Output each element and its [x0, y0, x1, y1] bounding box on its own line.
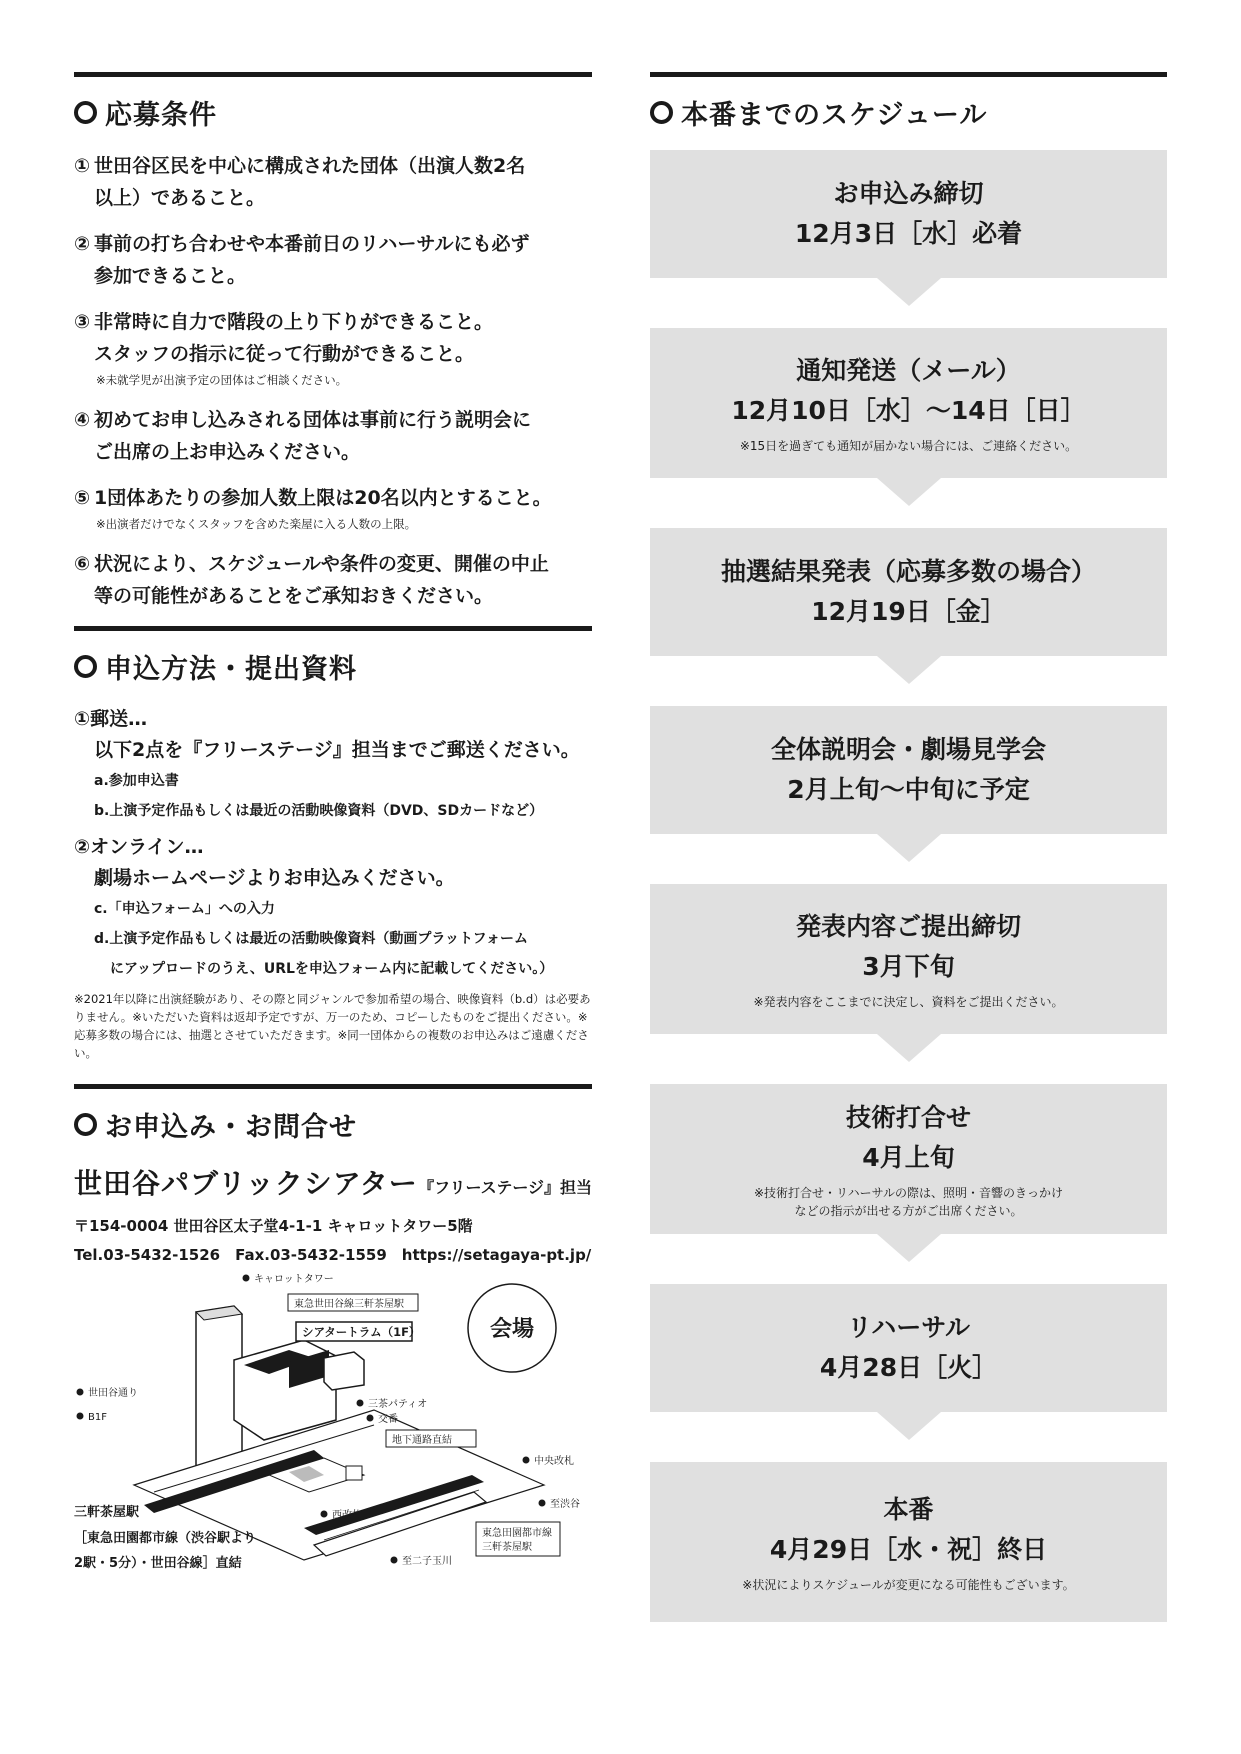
condition-number: ④ [74, 409, 91, 431]
condition-text: 世田谷区民を中心に構成された団体（出演人数2名 [94, 155, 526, 177]
schedule-gap [650, 862, 1167, 884]
section-rule [74, 626, 592, 631]
address: 〒154-0004 世田谷区太子堂4-1-1 キャロットタワー5階 [74, 1217, 473, 1235]
condition-note: ※出演者だけでなくスタッフを含めた楽屋に入る人数の上限。 [96, 517, 417, 531]
condition-text: 状況により、スケジュールや条件の変更、開催の中止 [94, 553, 549, 575]
label-dot [539, 1500, 546, 1507]
condition-line [74, 228, 592, 260]
condition-line [74, 548, 592, 580]
condition-item [74, 150, 592, 214]
condition-number: ① [74, 155, 91, 177]
mail-item-a: a.参加申込書 [94, 773, 179, 789]
schedule-gap [650, 1440, 1167, 1462]
schedule-gap [650, 1262, 1167, 1284]
condition-text-cont: 等の可能性があることをご承知おきください。 [94, 585, 494, 607]
apply-title: 申込方法・提出資料 [105, 654, 357, 685]
schedule-step [650, 1462, 1167, 1622]
condition-text: 非常時に自力で階段の上り下りができること。 [94, 311, 494, 333]
annex-shape [324, 1352, 364, 1390]
section-rule [650, 72, 1167, 77]
station-name: 三軒茶屋駅 [74, 1505, 140, 1520]
condition-number: ⑤ [74, 487, 91, 509]
theatre-tram-label: シアタートラム（1F） [302, 1325, 421, 1339]
koban-shape [346, 1466, 362, 1480]
schedule-step-title: リハーサル [846, 1313, 970, 1342]
label-dot [321, 1511, 328, 1518]
schedule-list [650, 150, 1167, 1622]
circle-bullet-icon [74, 655, 97, 678]
b1f-label: B1F [88, 1412, 107, 1423]
contact-heading [74, 1105, 592, 1144]
west-gate-label: 西改札 [332, 1510, 362, 1521]
circle-bullet-icon [74, 1113, 97, 1136]
schedule-gap [650, 506, 1167, 528]
label-dot [391, 1557, 398, 1564]
apply-heading [74, 647, 592, 686]
condition-item [74, 548, 592, 612]
schedule-step [650, 706, 1167, 834]
condition-line [74, 150, 592, 182]
online-heading: ②オンライン… [74, 836, 204, 858]
schedule-heading [650, 93, 1167, 132]
label-dot [243, 1275, 250, 1282]
circle-bullet-icon [74, 101, 97, 124]
schedule-title: 本番までのスケジュール [681, 100, 988, 131]
schedule-step-date: 4月28日［火］ [819, 1353, 998, 1382]
condition-item [74, 482, 592, 534]
condition-item [74, 306, 592, 390]
tokyu-setagaya-label: 東急世田谷線三軒茶屋駅 [294, 1299, 404, 1310]
schedule-step-date: 4月29日［水・祝］終日 [769, 1535, 1048, 1564]
section-rule [74, 72, 592, 77]
condition-text: 初めてお申し込みされる団体は事前に行う説明会に [94, 409, 532, 431]
schedule-gap [650, 306, 1167, 328]
schedule-gap [650, 684, 1167, 706]
schedule-step-title: お申込み締切 [833, 179, 984, 208]
mail-instructions: 以下2点を『フリーステージ』担当までご郵送ください。 [94, 739, 580, 761]
conditions-title: 応募条件 [105, 100, 217, 131]
label-dot [77, 1413, 84, 1420]
schedule-step-title: 技術打合せ [845, 1103, 971, 1132]
condition-number: ② [74, 233, 91, 255]
condition-line [74, 306, 592, 338]
online-item-d: d.上演予定作品もしくは最近の活動映像資料（動画プラットフォーム [94, 931, 528, 947]
down-arrow-icon [877, 1234, 941, 1262]
sancha-patio-label: 三茶パティオ [368, 1399, 428, 1410]
left-column [74, 72, 592, 1570]
label-dot [77, 1389, 84, 1396]
schedule-step-date: 4月上旬 [862, 1143, 955, 1172]
schedule-step [650, 1284, 1167, 1412]
den-en-station-label: 三軒茶屋駅 [482, 1542, 532, 1553]
condition-note: ※未就学児が出演予定の団体はご相談ください。 [96, 373, 348, 387]
schedule-step-note: ※15日を過ぎても通知が届かない場合には、ご連絡ください。 [739, 439, 1078, 453]
condition-text-cont: 以上）であること。 [94, 187, 266, 209]
condition-text-cont: 参加できること。 [94, 265, 247, 287]
condition-text-cont: ご出席の上お申込みください。 [94, 441, 361, 463]
schedule-step [650, 528, 1167, 656]
down-arrow-icon [877, 278, 941, 306]
apply-fine-print: ※2021年以降に出演経験があり、その際と同ジャンルで参加希望の場合、映像資料（b.d）は必要ありません。※いただいた資料は返却予定ですが、万一のため、コピーしたものをご提出ください。※応募多数の場合には、抽選とさせていただきます。※同一団体からの複数のお申込みはご遠慮ください。 [74, 992, 591, 1060]
online-item-d-cont: にアップロードのうえ、URLを申込フォーム内に記載してください。） [110, 961, 554, 977]
central-gate-label: 中央改札 [534, 1456, 574, 1467]
condition-number: ⑥ [74, 553, 91, 575]
setagaya-public-theatre-logo: 世田谷パブリックシアター [74, 1167, 418, 1200]
schedule-step [650, 1084, 1167, 1234]
den-en-line-label: 東急田園都市線 [482, 1528, 552, 1539]
schedule-step-date: 12月10日［水］〜14日［日］ [731, 396, 1086, 425]
to-futako-label: 至二子玉川 [402, 1556, 452, 1567]
schedule-step-title: 通知発送（メール） [796, 356, 1021, 385]
station-access-2: 2駅・5分）・世田谷線］直結 [74, 1556, 242, 1570]
venue-label: 会場 [489, 1317, 535, 1342]
koban-label: 交番 [378, 1414, 398, 1425]
right-column [650, 72, 1167, 1622]
circle-bullet-icon [650, 101, 673, 124]
condition-text: 事前の打ち合わせや本番前日のリハーサルにも必ず [94, 233, 530, 255]
schedule-step-title: 全体説明会・劇場見学会 [770, 735, 1046, 764]
schedule-step-note: ※技術打合せ・リハーサルの際は、照明・音響のきっかけ [753, 1186, 1064, 1200]
organizer-row [74, 1162, 592, 1202]
mail-item-b: b.上演予定作品もしくは最近の活動映像資料（DVD、SDカードなど） [94, 803, 544, 819]
phone-fax-url: Tel.03-5432-1526 Fax.03-5432-1559 https://setagaya-pt.jp/ [74, 1246, 592, 1264]
organizer-dept: 『フリーステージ』担当 [418, 1178, 592, 1197]
underpass-label: 地下通路直結 [392, 1435, 452, 1446]
conditions-list [74, 150, 592, 612]
schedule-step-title: 発表内容ご提出締切 [795, 912, 1021, 941]
schedule-step-title: 本番 [883, 1495, 934, 1524]
schedule-step-title: 抽選結果発表（応募多数の場合） [720, 557, 1096, 586]
down-arrow-icon [877, 1412, 941, 1440]
condition-line [74, 404, 592, 436]
schedule-step [650, 150, 1167, 278]
mail-heading: ①郵送… [74, 708, 148, 730]
schedule-step [650, 328, 1167, 478]
schedule-step-date: 12月19日［金］ [811, 597, 1006, 626]
condition-text: 1団体あたりの参加人数上限は20名以内とすること。 [94, 487, 552, 509]
conditions-heading [74, 93, 592, 132]
schedule-step-note: ※状況によりスケジュールが変更になる可能性もございます。 [742, 1578, 1075, 1592]
carrot-tower-label: キャロットタワー [254, 1274, 334, 1285]
online-item-c: c.「申込フォーム」への入力 [94, 901, 275, 917]
schedule-step-note-cont: などの指示が出せる方がご出席ください。 [794, 1204, 1023, 1218]
schedule-gap [650, 1062, 1167, 1084]
condition-line [74, 482, 592, 514]
schedule-step [650, 884, 1167, 1034]
condition-number: ③ [74, 311, 91, 333]
down-arrow-icon [877, 1034, 941, 1062]
station-access-1: ［東急田園都市線（渋谷駅より [74, 1531, 257, 1546]
contact-title: お申込み・お問合せ [105, 1112, 357, 1143]
down-arrow-icon [877, 834, 941, 862]
section-rule [74, 1084, 592, 1089]
condition-item [74, 404, 592, 468]
schedule-step-note: ※発表内容をここまでに決定し、資料をご提出ください。 [753, 995, 1064, 1009]
condition-text-cont: スタッフの指示に従って行動ができること。 [94, 343, 475, 365]
label-dot [523, 1457, 530, 1464]
schedule-step-date: 2月上旬〜中旬に予定 [787, 775, 1030, 804]
schedule-step-date: 12月3日［水］必着 [794, 219, 1023, 248]
online-instructions: 劇場ホームページよりお申込みください。 [94, 867, 455, 889]
to-shibuya-label: 至渋谷 [550, 1499, 580, 1510]
schedule-step-date: 3月下旬 [862, 952, 955, 981]
condition-item [74, 228, 592, 292]
down-arrow-icon [877, 656, 941, 684]
label-dot [367, 1415, 374, 1422]
down-arrow-icon [877, 478, 941, 506]
label-dot [357, 1400, 364, 1407]
venue-map [74, 1270, 592, 1570]
setagaya-dori-label: 世田谷通り [88, 1388, 138, 1399]
